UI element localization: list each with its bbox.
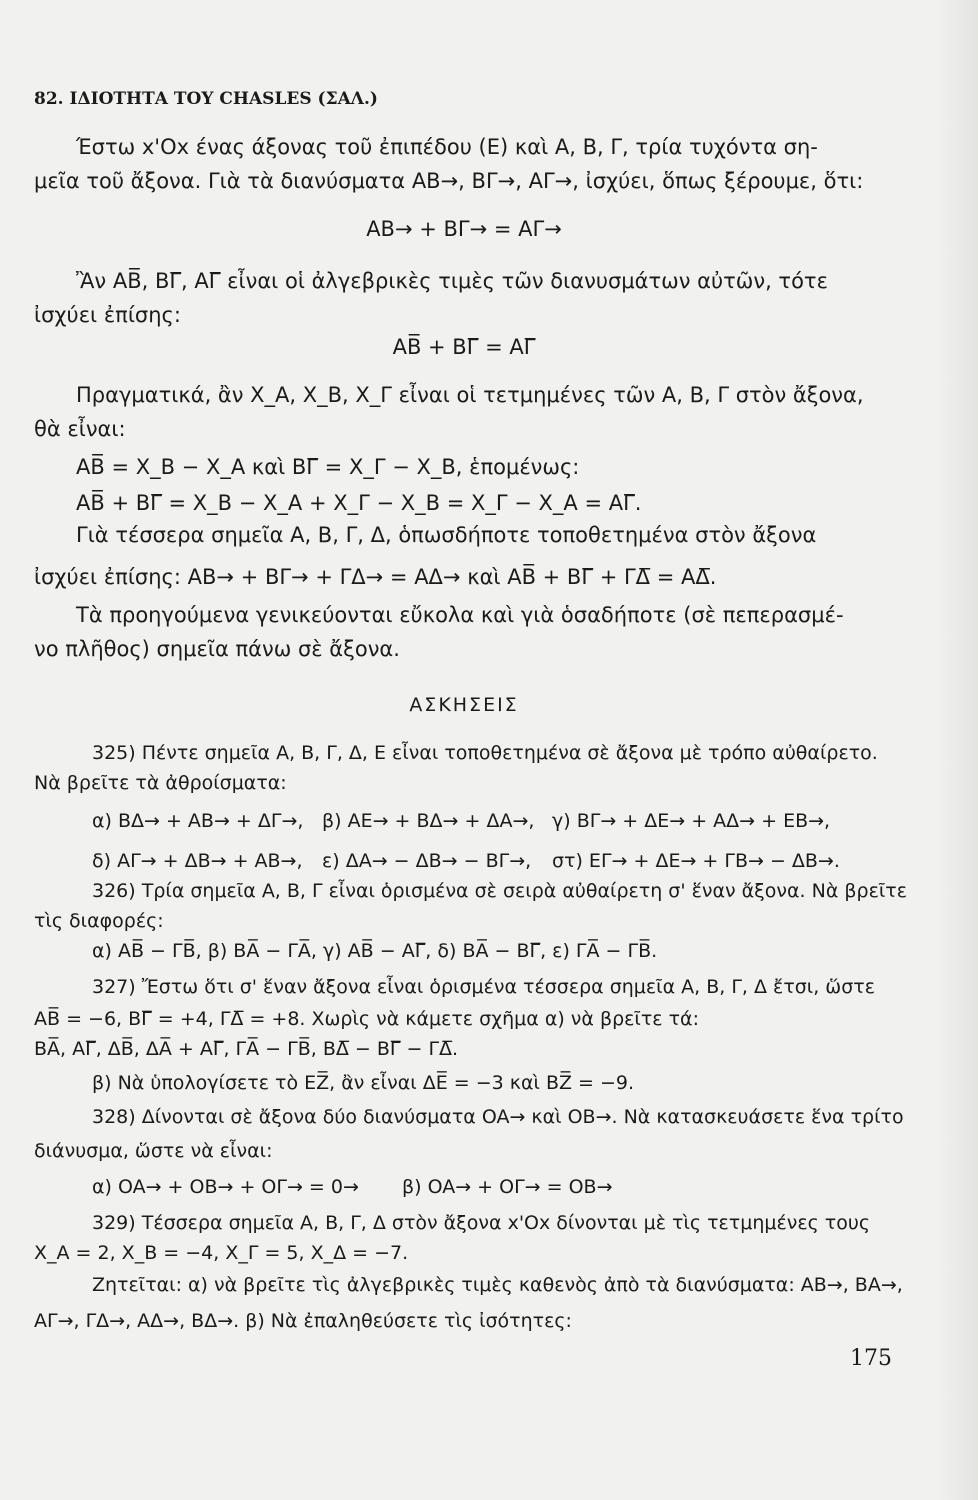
ex325-e: ε) ΔA→ − ΔB→ − BΓ→, <box>322 850 532 872</box>
para2-line2: ἰσχύει ἐπίσης: <box>34 303 181 327</box>
para3-line1: Πραγματικά, ἂν X_A, X_B, X_Γ εἶναι οἱ τετμημένες τῶν Α, Β, Γ στὸν ἄξονα, <box>76 383 864 407</box>
section-heading: 82. ΙΔΙΟΤΗΤΑ ΤΟΥ CHASLES (ΣΑΛ.) <box>34 89 378 109</box>
para4-line2: ἰσχύει ἐπίσης: AB→ + BΓ→ + ΓΔ→ = AΔ→ καὶ AB̅ + BΓ̅ + ΓΔ̅ = AΔ̅. <box>34 565 717 589</box>
ex326-line1: 326) Τρία σημεῖα Α, Β, Γ εἶναι ὁρισμένα σὲ σειρὰ αὐθαίρετη σ' ἕναν ἄξονα. Νὰ βρεῖτε <box>92 880 907 902</box>
page-number: 175 <box>850 1346 892 1371</box>
para1-line1: Έστω x'Ox ένας άξονας τοῦ ἐπιπέδου (Ε) καὶ Α, Β, Γ, τρία τυχόντα ση- <box>76 135 818 159</box>
ex327-line4: β) Νὰ ὑπολογίσετε τὸ EZ̅, ἂν εἶναι ΔE̅ = −3 καὶ BZ̅ = −9. <box>92 1072 635 1094</box>
ex327-line2: AB̅ = −6, BΓ̅ = +4, ΓΔ̅ = +8. Χωρὶς νὰ κάμετε σχῆμα α) νὰ βρεῖτε τά: <box>34 1008 699 1030</box>
para5-line2: νο πλῆθος) σημεῖα πάνω σὲ ἄξονα. <box>34 637 400 661</box>
ex325-row2 <box>92 846 892 876</box>
ex328-a: α) OA→ + OB→ + OΓ→ = 0→ <box>92 1176 359 1198</box>
equation-abscissas: AB̅ = X_B − X_A καὶ BΓ̅ = X_Γ − X_B, ἑπομένως: <box>76 455 580 479</box>
ex325-f: στ) EΓ→ + ΔE→ + ΓB→ − ΔB→. <box>552 850 840 872</box>
exercises-heading: ΑΣΚΗΣΕΙΣ <box>409 694 519 716</box>
para3-line2: θὰ εἶναι: <box>34 417 126 441</box>
para5-line1: Τὰ προηγούμενα γενικεύονται εὔκολα καὶ γιὰ ὁσαδήποτε (σὲ πεπερασμέ- <box>76 603 844 627</box>
ex325-d: δ) AΓ→ + ΔB→ + AB→, <box>92 850 303 872</box>
ex325-line1: 325) Πέντε σημεῖα Α, Β, Γ, Δ, Ε εἶναι τοποθετημένα σὲ ἄξονα μὲ τρόπο αὐθαίρετο. <box>92 742 878 764</box>
ex327-line1: 327) Ἔστω ὅτι σ' ἕναν ἄξονα εἶναι ὁρισμένα τέσσερα σημεῖα Α, Β, Γ, Δ ἔτσι, ὥστε <box>92 976 875 998</box>
ex328-b: β) OA→ + OΓ→ = OB→ <box>402 1176 613 1198</box>
equation-vector-chasles: AB→ + BΓ→ = AΓ→ <box>366 217 562 241</box>
ex328-line2: διάνυσμα, ὥστε νὰ εἶναι: <box>34 1140 273 1162</box>
ex329-line3: Ζητεῖται: α) νὰ βρεῖτε τὶς ἀλγεβρικὲς τιμὲς καθενὸς ἀπὸ τὰ διανύσματα: AB→, BA→, <box>92 1274 903 1296</box>
page-edge <box>938 0 978 1500</box>
ex328-line1: 328) Δίνονται σὲ ἄξονα δύο διανύσματα OA→ καὶ OB→. Νὰ κατασκευάσετε ἕνα τρίτο <box>92 1106 904 1128</box>
ex325-c: γ) BΓ→ + ΔE→ + AΔ→ + EB→, <box>552 810 831 832</box>
para1-line2: μεῖα τοῦ ἄξονα. Γιὰ τὰ διανύσματα AB→, BΓ→, AΓ→, ἰσχύει, ὅπως ξέρουμε, ὅτι: <box>34 169 864 193</box>
para4-line1: Γιὰ τέσσερα σημεῖα Α, Β, Γ, Δ, ὁπωσδήποτε τοποθετημένα στὸν ἄξονα <box>76 523 817 547</box>
ex326-items: α) AB̅ − ΓB̅, β) BA̅ − ΓA̅, γ) AB̅ − AΓ̅, δ) BA̅ − BΓ̅, ε) ΓA̅ − ΓB̅. <box>92 940 658 962</box>
ex325-line2: Νὰ βρεῖτε τὰ ἀθροίσματα: <box>34 772 287 794</box>
ex327-line3: BA̅, AΓ̅, ΔB̅, ΔA̅ + AΓ̅, ΓA̅ − ΓB̅, BΔ̅ − BΓ̅ − ΓΔ̅. <box>34 1038 459 1060</box>
ex325-a: α) BΔ→ + AB→ + ΔΓ→, <box>92 810 304 832</box>
ex328-row <box>92 1172 892 1202</box>
equation-sum: AB̅ + BΓ̅ = X_B − X_A + X_Γ − X_B = X_Γ − X_A = AΓ̅. <box>76 491 642 515</box>
ex329-line1: 329) Τέσσερα σημεῖα Α, Β, Γ, Δ στὸν ἄξονα x'Ox δίνονται μὲ τὶς τετμημένες τους <box>92 1212 870 1234</box>
ex329-line2: X_A = 2, X_B = −4, X_Γ = 5, X_Δ = −7. <box>34 1242 409 1264</box>
ex329-line4: AΓ→, ΓΔ→, AΔ→, BΔ→. β) Νὰ ἐπαληθεύσετε τὶς ἰσότητες: <box>34 1310 572 1332</box>
equation-algebraic-chasles: AB̅ + BΓ̅ = AΓ̅ <box>392 335 536 359</box>
para2-line1: Ἂν AB̅, BΓ̅, AΓ̅ εἶναι οἱ ἀλγεβρικὲς τιμὲς τῶν διανυσμάτων αὐτῶν, τότε <box>76 269 828 293</box>
ex325-b: β) AE→ + BΔ→ + ΔA→, <box>322 810 535 832</box>
ex326-line2: τὶς διαφορές: <box>34 910 164 932</box>
ex325-row1 <box>92 806 892 836</box>
